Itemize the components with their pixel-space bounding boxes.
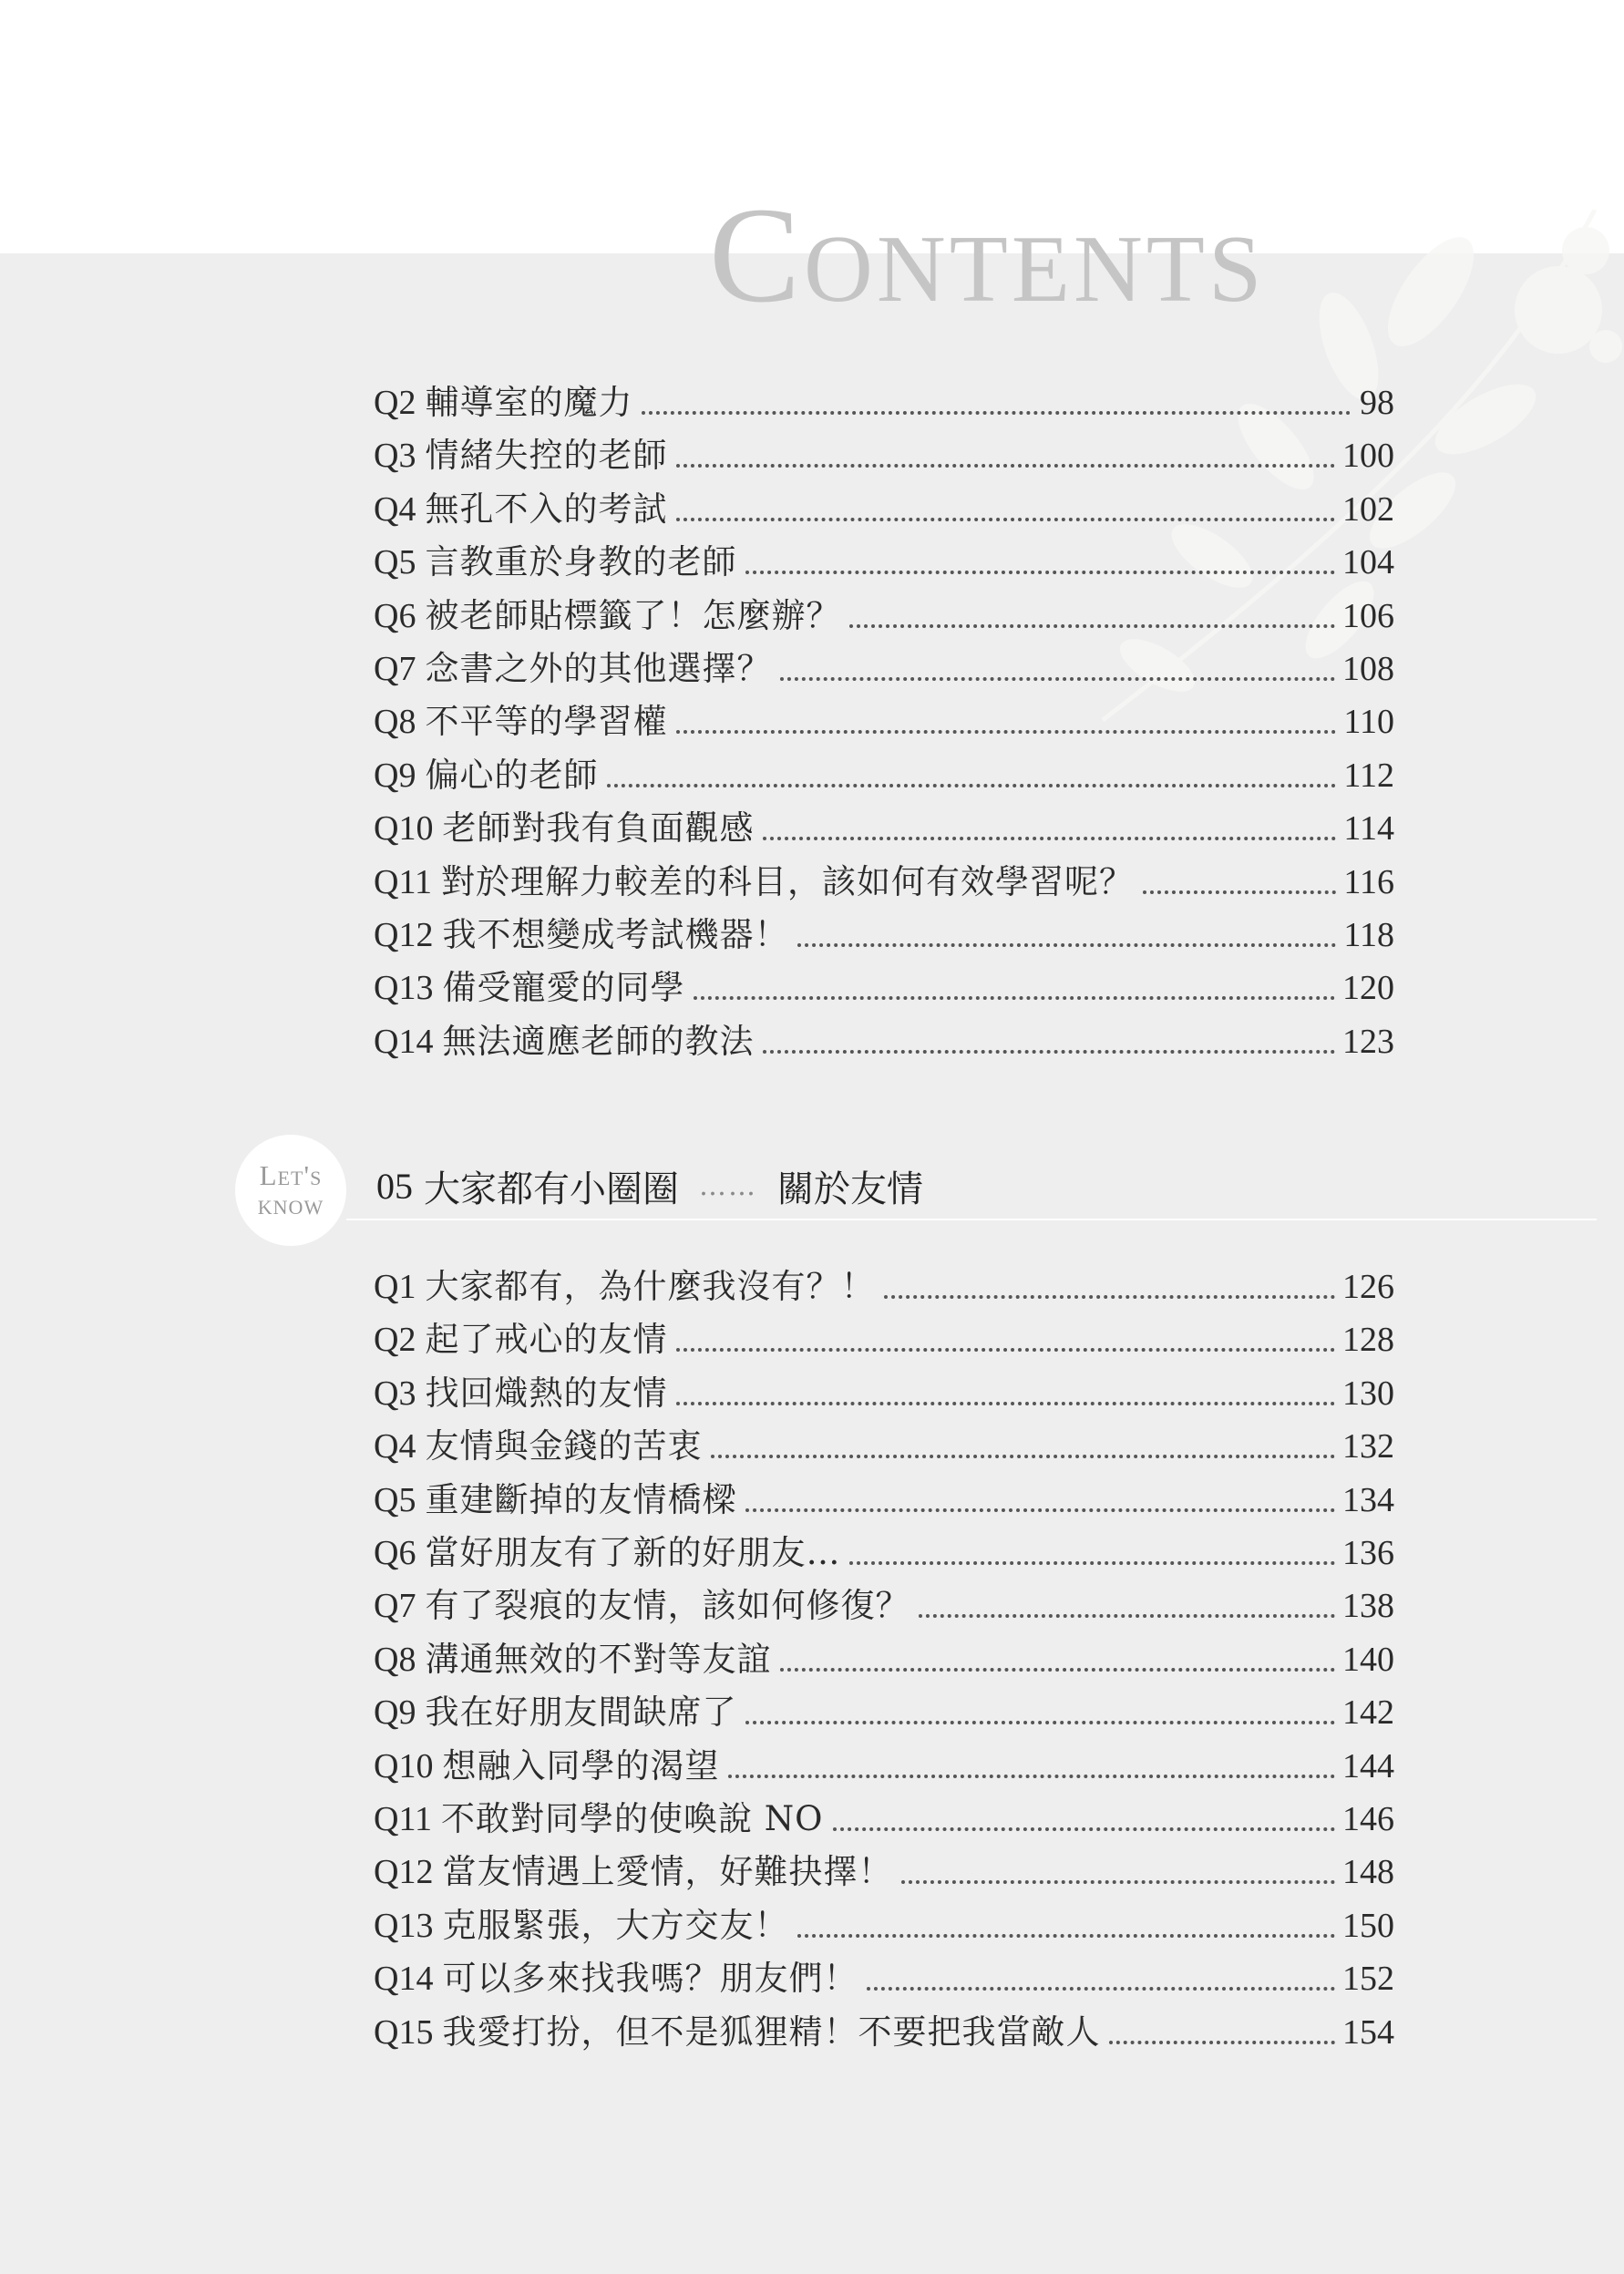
toc-question-number: Q10 (374, 809, 434, 849)
toc-question-number: Q13 (374, 969, 434, 1008)
toc-entry-title: 找回熾熱的友情 (425, 1373, 668, 1413)
toc-page-number: 152 (1342, 1960, 1394, 1999)
toc-question-number: Q10 (374, 1746, 434, 1785)
toc-entry[interactable] (374, 1477, 1394, 1523)
toc-page-number: 102 (1342, 489, 1394, 529)
toc-leader-dots (676, 518, 1335, 521)
toc-entry-title: 想融入同學的渴望 (442, 1745, 720, 1785)
toc-leader-dots (901, 1880, 1335, 1884)
toc-entry-title: 溝通無效的不對等友誼 (425, 1639, 772, 1679)
section-divider (346, 1219, 1597, 1220)
toc-entry[interactable] (374, 1637, 1394, 1682)
toc-leader-dots (833, 1827, 1335, 1831)
toc-question-number: Q4 (374, 489, 416, 529)
toc-page-number: 104 (1342, 543, 1394, 582)
toc-question-number: Q6 (374, 596, 416, 635)
toc-entry-title: 有了裂痕的友情，該如何修復？ (425, 1586, 910, 1626)
toc-leader-dots (607, 784, 1336, 787)
toc-question-number: Q8 (374, 1640, 416, 1679)
toc-entry-title: 不平等的學習權 (425, 702, 668, 742)
toc-entry[interactable] (374, 965, 1394, 1011)
toc-leader-dots (797, 943, 1336, 947)
toc-page-number: 118 (1343, 916, 1394, 954)
toc-entry[interactable] (374, 433, 1394, 478)
toc-entry-title: 當好朋友有了新的好朋友… (425, 1533, 841, 1572)
toc-leader-dots (711, 1455, 1335, 1458)
toc-entry[interactable] (374, 2010, 1394, 2055)
toc-question-number: Q2 (374, 384, 416, 422)
toc-page-number: 98 (1360, 384, 1394, 422)
section-header (376, 1160, 923, 1212)
toc-entry[interactable] (374, 1849, 1394, 1895)
toc-entry-title: 我在好朋友間缺席了 (425, 1693, 737, 1733)
toc-leader-dots (676, 730, 1336, 734)
toc-entry[interactable] (374, 1690, 1394, 1735)
toc-question-number: Q11 (374, 1800, 433, 1838)
toc-leader-dots (642, 411, 1351, 415)
toc-page-number: 146 (1342, 1800, 1394, 1838)
toc-entry[interactable] (374, 912, 1394, 958)
toc-leader-dots (867, 1987, 1335, 1991)
toc-entry-title: 大家都有，為什麼我沒有？！ (425, 1267, 876, 1306)
toc-question-number: Q12 (374, 1853, 434, 1892)
toc-page-number: 116 (1343, 862, 1394, 901)
toc-entry-title: 被老師貼標籤了！怎麼辦？ (425, 595, 841, 635)
toc-question-number: Q3 (374, 437, 416, 476)
toc-leader-dots (728, 1775, 1335, 1778)
toc-entry[interactable] (374, 806, 1394, 851)
toc-entry-title: 備受寵愛的同學 (442, 968, 685, 1008)
toc-question-number: Q6 (374, 1534, 416, 1572)
toc-entry[interactable] (374, 1424, 1394, 1469)
toc-page-number: 128 (1342, 1321, 1394, 1360)
toc-page-number: 142 (1342, 1693, 1394, 1733)
toc-page-number: 100 (1342, 437, 1394, 476)
toc-page-number: 144 (1342, 1746, 1394, 1785)
toc-entry-title: 當友情遇上愛情，好難抉擇！ (442, 1852, 893, 1892)
section-title: 大家都有小圈圈 (424, 1168, 679, 1210)
toc-entry[interactable] (374, 753, 1394, 798)
toc-question-number: Q14 (374, 1960, 434, 1999)
toc-leader-dots (849, 1561, 1335, 1565)
toc-entry[interactable] (374, 540, 1394, 585)
toc-entry-title: 無孔不入的考試 (425, 489, 668, 529)
toc-leader-dots (1109, 2041, 1335, 2044)
toc-page-number: 123 (1342, 1022, 1394, 1061)
toc-question-number: Q13 (374, 1906, 434, 1945)
badge-line-1: Let's (259, 1159, 323, 1191)
toc-entry[interactable] (374, 1264, 1394, 1310)
toc-page-number: 112 (1343, 756, 1394, 795)
toc-entry[interactable] (374, 1903, 1394, 1949)
toc-entry[interactable] (374, 1956, 1394, 2001)
toc-leader-dots (919, 1614, 1335, 1618)
toc-entry[interactable] (374, 487, 1394, 532)
toc-question-number: Q7 (374, 1587, 416, 1626)
badge-line-2: know (257, 1188, 324, 1220)
toc-entry-title: 偏心的老師 (425, 755, 599, 795)
toc-leader-dots (780, 1668, 1335, 1672)
toc-leader-dots (763, 837, 1336, 840)
toc-entry-title: 重建斷掉的友情橋樑 (425, 1479, 737, 1519)
toc-question-number: Q4 (374, 1427, 416, 1466)
toc-page-number: 132 (1342, 1427, 1394, 1466)
toc-page-number: 140 (1342, 1640, 1394, 1679)
toc-page-number: 136 (1342, 1534, 1394, 1572)
toc-page-number: 106 (1342, 596, 1394, 635)
toc-question-number: Q9 (374, 1693, 416, 1733)
toc-leader-dots (797, 1934, 1335, 1938)
section-separator: …… (699, 1170, 757, 1202)
toc-leader-dots (763, 1050, 1335, 1054)
toc-leader-dots (745, 571, 1335, 574)
toc-entry-title: 友情與金錢的苦衷 (425, 1426, 703, 1466)
toc-page-number: 138 (1342, 1587, 1394, 1626)
toc-entry[interactable] (374, 1371, 1394, 1416)
toc-leader-dots (676, 1402, 1335, 1405)
toc-leader-dots (1143, 890, 1336, 894)
toc-entry-title: 無法適應老師的教法 (442, 1021, 755, 1061)
page-title: Contents (709, 180, 1266, 331)
section-subtitle: 關於友情 (777, 1168, 923, 1210)
toc-entry-title: 克服緊張，大方交友！ (442, 1905, 789, 1945)
toc-entry[interactable] (374, 1019, 1394, 1065)
toc-entry-title: 可以多來找我嗎？朋友們！ (442, 1959, 858, 1999)
toc-entry[interactable] (374, 1530, 1394, 1576)
toc-entry-title: 對於理解力較差的科目，該如何有效學習呢？ (441, 861, 1135, 901)
toc-question-number: Q5 (374, 1480, 416, 1519)
toc-entry[interactable] (374, 593, 1394, 639)
section-number: 05 (376, 1166, 413, 1207)
toc-page-number: 154 (1342, 2012, 1394, 2052)
lets-know-badge (235, 1135, 346, 1246)
toc-entry-title: 言教重於身教的老師 (425, 542, 737, 582)
toc-question-number: Q1 (374, 1268, 416, 1306)
toc-entry[interactable] (374, 859, 1394, 905)
toc-entry[interactable] (374, 1744, 1394, 1789)
toc-entry[interactable] (374, 646, 1394, 692)
toc-entry-title: 情緒失控的老師 (425, 436, 668, 476)
toc-question-number: Q9 (374, 756, 416, 795)
toc-question-number: Q7 (374, 650, 416, 688)
toc-page-number: 148 (1342, 1853, 1394, 1892)
toc-page-number: 114 (1343, 809, 1394, 849)
toc-question-number: Q11 (374, 862, 433, 901)
toc-leader-dots (676, 464, 1335, 468)
toc-entry[interactable] (374, 1583, 1394, 1629)
toc-entry[interactable] (374, 699, 1394, 745)
toc-leader-dots (676, 1348, 1335, 1352)
toc-entry-title: 不敢對同學的使喚說 NO (441, 1799, 824, 1838)
toc-page-number: 126 (1342, 1268, 1394, 1306)
toc-leader-dots (849, 624, 1335, 628)
toc-question-number: Q3 (374, 1374, 416, 1413)
toc-entry[interactable] (374, 1796, 1394, 1842)
toc-question-number: Q5 (374, 543, 416, 582)
toc-entry-title: 我不想變成考試機器！ (442, 915, 789, 954)
toc-question-number: Q8 (374, 703, 416, 742)
toc-entry-title: 念書之外的其他選擇？ (425, 649, 772, 688)
toc-page-number: 120 (1342, 969, 1394, 1008)
toc-leader-dots (780, 677, 1335, 681)
toc-entry-title: 我愛打扮，但不是狐狸精！不要把我當敵人 (442, 2012, 1101, 2052)
toc-page-number: 108 (1342, 650, 1394, 688)
toc-page-number: 130 (1342, 1374, 1394, 1413)
toc-entry[interactable] (374, 1317, 1394, 1363)
toc-page-number: 134 (1342, 1480, 1394, 1519)
toc-question-number: Q14 (374, 1022, 434, 1061)
toc-entry-title: 老師對我有負面觀感 (442, 808, 755, 849)
toc-entry[interactable] (374, 380, 1394, 426)
toc-leader-dots (745, 1721, 1335, 1724)
toc-question-number: Q2 (374, 1321, 416, 1360)
toc-leader-dots (745, 1508, 1335, 1512)
toc-entry-title: 輔導室的魔力 (425, 383, 633, 422)
toc-leader-dots (884, 1295, 1335, 1299)
toc-page-number: 150 (1342, 1906, 1394, 1945)
toc-leader-dots (694, 996, 1335, 1000)
toc-question-number: Q15 (374, 2012, 434, 2052)
toc-page-number: 110 (1343, 703, 1394, 742)
toc-entry-title: 起了戒心的友情 (425, 1320, 668, 1360)
toc-question-number: Q12 (374, 916, 434, 954)
